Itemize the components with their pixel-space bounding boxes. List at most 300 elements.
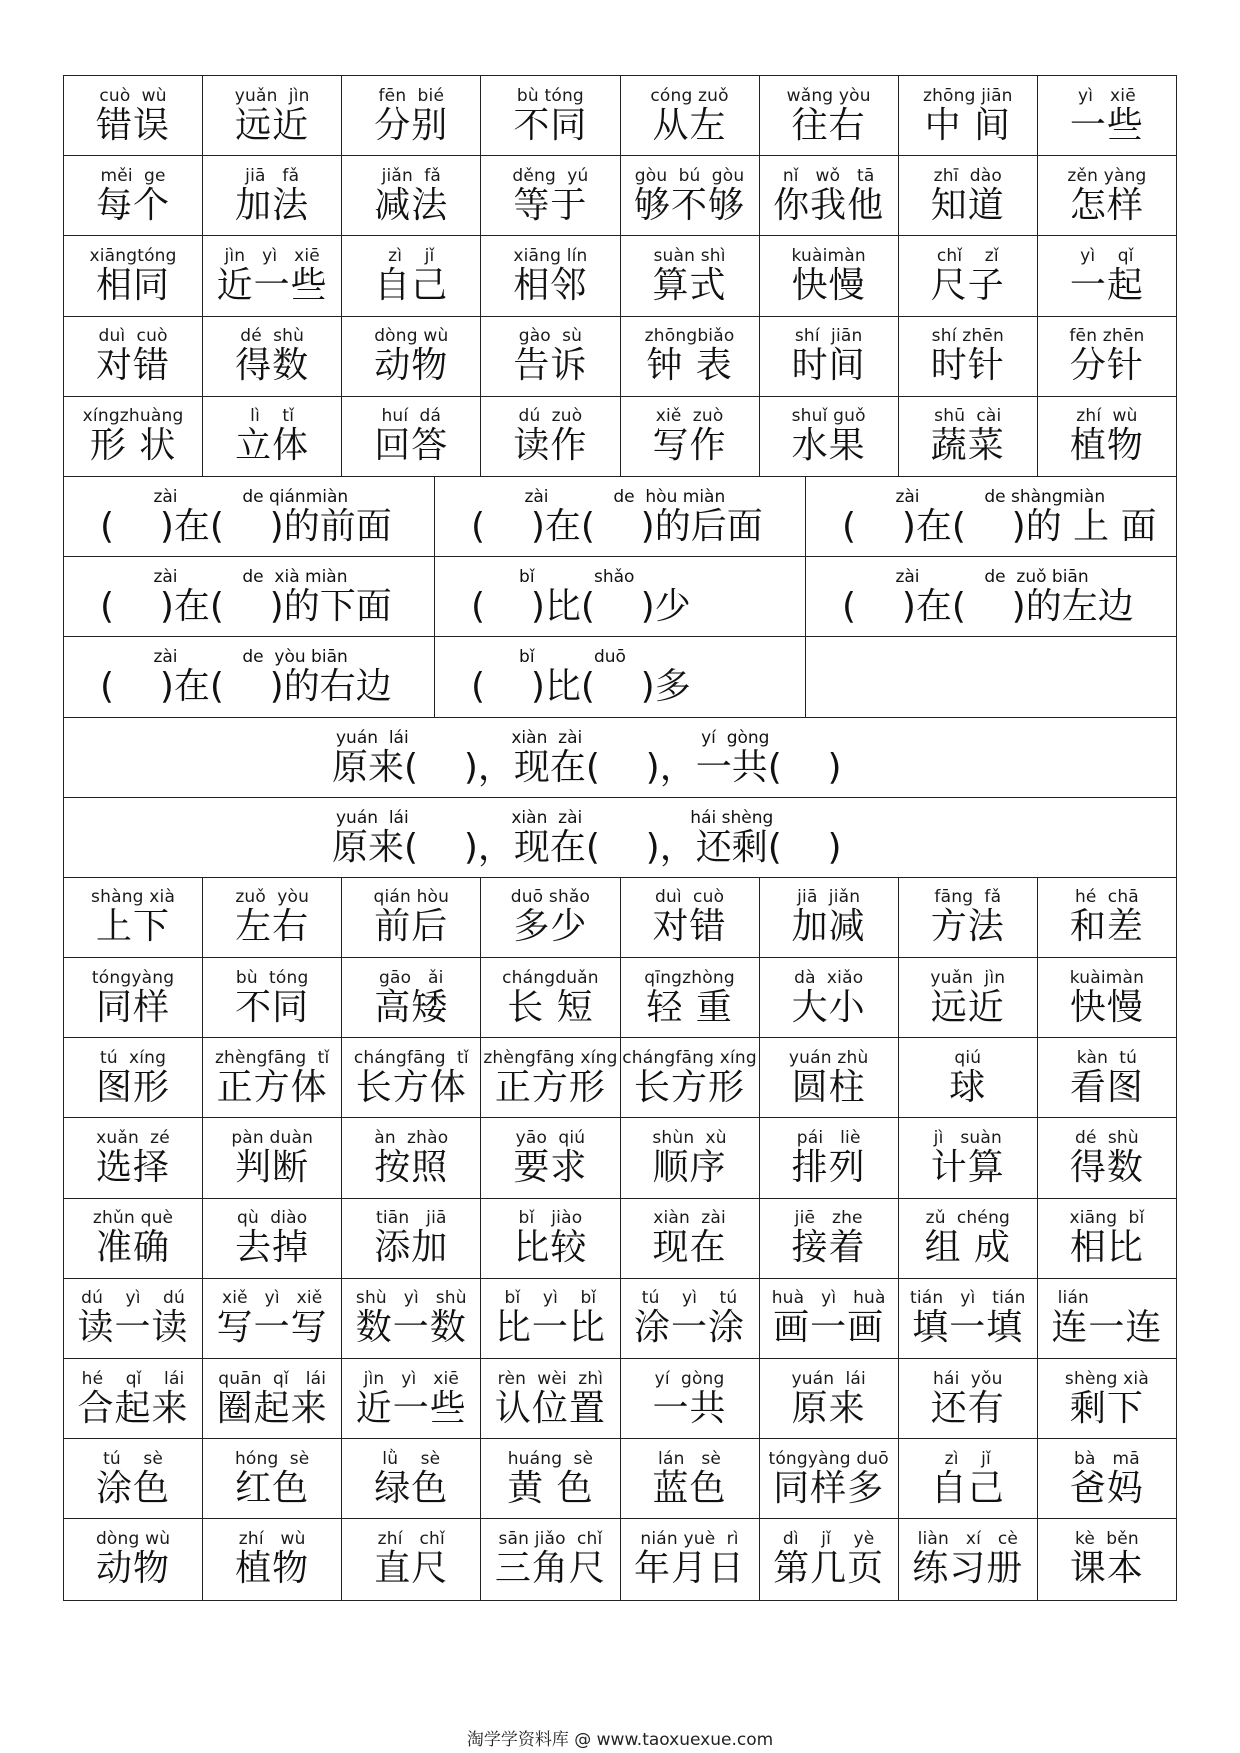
hanzi: 分针 (1069, 345, 1144, 387)
hanzi: 直尺 (374, 1548, 449, 1590)
hanzi: 要求 (513, 1147, 588, 1189)
pinyin: jiā fǎ (245, 165, 300, 186)
word-cell (342, 236, 481, 315)
word-cell (621, 1038, 760, 1117)
pinyin: bà mā (1074, 1448, 1140, 1469)
pinyin: tú yì tú (641, 1288, 738, 1309)
word-cell (481, 1439, 620, 1518)
word-cell (481, 958, 620, 1037)
hanzi: 怎样 (1069, 184, 1144, 226)
hanzi: 钟 表 (646, 345, 733, 387)
hanzi: 时间 (791, 345, 866, 387)
pinyin: duō shǎo (510, 887, 591, 908)
word-cell (760, 1359, 899, 1438)
word-cell (760, 317, 899, 396)
hanzi: 图形 (96, 1066, 171, 1108)
pinyin: suàn shì (653, 245, 726, 266)
word-cell (621, 1199, 760, 1278)
sentence-pinyin: zài de qiánmiàn (94, 486, 349, 507)
pinyin: xiě yì xiě (221, 1288, 323, 1309)
hanzi: 连一连 (1051, 1307, 1163, 1349)
hanzi: 添加 (374, 1227, 449, 1269)
sentence-cell (64, 637, 435, 716)
word-cell (899, 878, 1038, 957)
hanzi: 蓝色 (652, 1467, 727, 1509)
word-cell (760, 156, 899, 235)
pinyin: zhōngbiǎo (644, 326, 735, 347)
word-cell (1038, 1038, 1176, 1117)
hanzi: 前后 (374, 906, 449, 948)
sentence-hanzi: 原来( )，现在( )，一共( ) (332, 746, 842, 788)
hanzi: 还有 (930, 1387, 1005, 1429)
pinyin: jiā jiǎn (797, 887, 861, 908)
word-cell (899, 156, 1038, 235)
hanzi: 轻 重 (646, 986, 733, 1028)
hanzi: 一起 (1069, 264, 1144, 306)
hanzi: 植物 (1069, 425, 1144, 467)
word-cell (1038, 1118, 1176, 1197)
word-cell (342, 76, 481, 155)
hanzi: 课本 (1069, 1548, 1144, 1590)
word-cell (899, 76, 1038, 155)
word-cell (203, 76, 342, 155)
pinyin: kuàimàn (1069, 967, 1145, 988)
word-row (64, 1199, 1176, 1279)
hanzi: 近一些 (216, 264, 328, 306)
hanzi: 黄 色 (507, 1467, 594, 1509)
hanzi: 看图 (1069, 1066, 1144, 1108)
pinyin: měi ge (100, 165, 166, 186)
word-cell (342, 1519, 481, 1599)
pinyin: chángfāng tǐ (353, 1047, 469, 1068)
hanzi: 时针 (930, 345, 1005, 387)
word-cell (203, 317, 342, 396)
hanzi: 相同 (96, 264, 171, 306)
sentence-pinyin: zài de zuǒ biān (836, 567, 1089, 588)
word-cell (1038, 317, 1176, 396)
pinyin: dòng wù (374, 326, 449, 347)
hanzi: 相比 (1069, 1227, 1144, 1269)
hanzi: 往右 (791, 104, 866, 146)
word-cell (64, 1519, 203, 1599)
hanzi: 红色 (235, 1467, 310, 1509)
pinyin: xiàn zài (653, 1208, 726, 1229)
word-row (64, 958, 1176, 1038)
word-cell (64, 1359, 203, 1438)
sentence-hanzi: ( )比( )少 (471, 586, 691, 628)
word-row (64, 397, 1176, 477)
sentence-hanzi: 原来( )，现在( )，还剩( ) (332, 826, 842, 868)
pinyin: pàn duàn (231, 1128, 314, 1149)
word-row (64, 317, 1176, 397)
pinyin: rèn wèi zhì (497, 1368, 604, 1389)
pinyin: zhí wù (1076, 406, 1138, 427)
word-cell (899, 958, 1038, 1037)
sentence-cell (64, 477, 435, 556)
word-cell (760, 397, 899, 476)
hanzi: 爸妈 (1069, 1467, 1144, 1509)
sentence-pinyin: yuán lái xiàn zài yí gòng (336, 727, 770, 748)
pinyin: wǎng yòu (786, 85, 871, 106)
word-cell (481, 1038, 620, 1117)
pinyin: fēn zhēn (1069, 326, 1145, 347)
word-row (64, 1439, 1176, 1519)
word-cell (64, 1038, 203, 1117)
sentence-cell (64, 557, 435, 636)
hanzi: 从左 (652, 104, 727, 146)
pinyin: jiē zhe (794, 1208, 863, 1229)
pinyin: zǔ chéng (925, 1208, 1011, 1229)
word-cell (1038, 1279, 1176, 1358)
hanzi: 第几页 (773, 1548, 885, 1590)
word-row (64, 1519, 1176, 1599)
pinyin: fēn bié (378, 85, 445, 106)
sentence-pinyin: bǐ shǎo (465, 567, 635, 588)
hanzi: 三角尺 (494, 1548, 606, 1590)
word-cell (1038, 236, 1176, 315)
word-cell (899, 1118, 1038, 1197)
pinyin: shū cài (934, 406, 1002, 427)
sentence-hanzi: ( )在( )的前面 (100, 505, 392, 547)
pinyin: zhī dào (933, 165, 1003, 186)
pinyin: kuàimàn (791, 245, 866, 266)
word-cell (621, 1359, 760, 1438)
pinyin: cuò wù (99, 85, 167, 106)
hanzi: 加法 (235, 184, 310, 226)
hanzi: 原来 (791, 1387, 866, 1429)
word-cell (342, 397, 481, 476)
pinyin: gòu bú gòu (634, 165, 745, 186)
word-cell (342, 878, 481, 957)
word-row (64, 1118, 1176, 1198)
hanzi: 组 成 (924, 1227, 1012, 1269)
sentence-hanzi: ( )比( )多 (471, 666, 691, 708)
pinyin: bù tóng (235, 967, 309, 988)
hanzi: 长 短 (507, 986, 594, 1028)
sentence-cell (806, 477, 1176, 556)
pinyin: zhèngfāng xíng (483, 1047, 618, 1068)
hanzi: 正方体 (216, 1066, 328, 1108)
word-cell (899, 236, 1038, 315)
sentence-hanzi: ( )在( )的后面 (471, 505, 763, 547)
hanzi: 不同 (235, 986, 310, 1028)
hanzi: 正方形 (494, 1066, 606, 1108)
pinyin: dú yì dú (81, 1288, 186, 1309)
word-cell (1038, 1359, 1176, 1438)
hanzi: 读一读 (77, 1307, 189, 1349)
word-cell (760, 236, 899, 315)
pinyin: xiě zuò (655, 406, 724, 427)
word-cell (481, 1118, 620, 1197)
hanzi: 减法 (374, 184, 449, 226)
sentence-cell (435, 557, 806, 636)
hanzi: 远近 (235, 104, 310, 146)
word-row (64, 1279, 1176, 1359)
pinyin: tóngyàng (91, 967, 175, 988)
word-cell (899, 1439, 1038, 1518)
pinyin: nián yuè rì (640, 1529, 739, 1550)
vocabulary-table (63, 75, 1177, 1601)
word-cell (64, 1118, 203, 1197)
hanzi: 剩下 (1069, 1387, 1144, 1429)
pinyin: àn zhào (374, 1128, 449, 1149)
word-cell (760, 1439, 899, 1518)
word-cell (481, 1519, 620, 1599)
hanzi: 排列 (791, 1147, 866, 1189)
word-cell (1038, 76, 1176, 155)
pinyin: fāng fǎ (934, 887, 1002, 908)
pinyin: tóngyàng duō (768, 1448, 889, 1469)
hanzi: 长方体 (355, 1066, 467, 1108)
hanzi: 上下 (96, 906, 171, 948)
pinyin: zhí wù (238, 1529, 306, 1550)
sentence-cell-wide (64, 798, 1176, 877)
pinyin: qù diào (237, 1208, 308, 1229)
hanzi: 得数 (1069, 1147, 1144, 1189)
word-cell (760, 958, 899, 1037)
pinyin: dà xiǎo (794, 967, 864, 988)
hanzi: 认位置 (494, 1387, 606, 1429)
hanzi: 圈起来 (216, 1387, 328, 1429)
word-cell (481, 317, 620, 396)
sentence-pinyin: zài de shàngmiàn (836, 486, 1106, 507)
word-cell (1038, 878, 1176, 957)
hanzi: 相邻 (513, 264, 588, 306)
hanzi: 多少 (513, 906, 588, 948)
pinyin: qiú (954, 1047, 982, 1068)
pinyin: shí jiān (794, 326, 863, 347)
hanzi: 动物 (374, 345, 449, 387)
word-cell (342, 1038, 481, 1117)
word-cell (899, 397, 1038, 476)
pinyin: jiǎn fǎ (381, 165, 442, 186)
pinyin: hái yǒu (933, 1368, 1003, 1389)
sentence-hanzi: ( )在( )的右边 (100, 666, 392, 708)
hanzi: 中 间 (924, 104, 1012, 146)
hanzi: 快慢 (791, 264, 866, 306)
pinyin: tián yì tián (910, 1288, 1026, 1309)
hanzi: 球 (949, 1066, 987, 1108)
sentence-row-wide (64, 798, 1176, 878)
word-cell (899, 317, 1038, 396)
word-cell (342, 1199, 481, 1278)
pinyin: hé qǐ lái (81, 1368, 185, 1389)
hanzi: 立体 (235, 425, 310, 467)
hanzi: 告诉 (513, 345, 588, 387)
word-cell (899, 1519, 1038, 1599)
word-cell (203, 156, 342, 235)
sentence-hanzi: ( )在( )的 上 面 (842, 505, 1157, 547)
word-cell (203, 1519, 342, 1599)
word-cell (342, 1439, 481, 1518)
word-cell (481, 1279, 620, 1358)
pinyin: shùn xù (652, 1128, 727, 1149)
pinyin: yuán lái (791, 1368, 866, 1389)
hanzi: 长方形 (634, 1066, 746, 1108)
word-cell (342, 1359, 481, 1438)
word-cell (760, 878, 899, 957)
word-cell (203, 236, 342, 315)
pinyin: cóng zuǒ (650, 85, 729, 106)
pinyin: xiāng bǐ (1069, 1208, 1145, 1229)
sentence-cell (435, 637, 806, 716)
word-row (64, 156, 1176, 236)
word-cell (760, 76, 899, 155)
sentence-hanzi: ( )在( )的左边 (842, 586, 1134, 628)
hanzi: 不同 (513, 104, 588, 146)
word-cell (760, 1519, 899, 1599)
word-cell (64, 397, 203, 476)
pinyin: zì jǐ (388, 245, 435, 266)
word-cell (899, 1199, 1038, 1278)
word-cell (64, 156, 203, 235)
pinyin: zhōng jiān (922, 85, 1013, 106)
pinyin: tú sè (103, 1448, 164, 1469)
word-cell (64, 76, 203, 155)
word-cell (481, 397, 620, 476)
hanzi: 近一些 (355, 1387, 467, 1429)
pinyin: chǐ zǐ (936, 245, 999, 266)
hanzi: 自己 (930, 1467, 1005, 1509)
pinyin: lì tǐ (250, 406, 295, 427)
pinyin: kè běn (1074, 1529, 1139, 1550)
hanzi: 按照 (374, 1147, 449, 1189)
hanzi: 判断 (235, 1147, 310, 1189)
sentence-pinyin: zài de xià miàn (94, 567, 348, 588)
word-cell (899, 1359, 1038, 1438)
word-cell (203, 1038, 342, 1117)
hanzi: 读作 (513, 425, 588, 467)
sentence-pinyin: zài de yòu biān (94, 647, 348, 668)
pinyin: qián hòu (373, 887, 450, 908)
word-cell (899, 1038, 1038, 1117)
hanzi: 准确 (96, 1227, 171, 1269)
hanzi: 算式 (652, 264, 727, 306)
pinyin: jì suàn (933, 1128, 1002, 1149)
word-cell (1038, 958, 1176, 1037)
pinyin: dì jǐ yè (782, 1529, 875, 1550)
sentence-pinyin: yuán lái xiàn zài hái shèng (336, 807, 774, 828)
hanzi: 圆柱 (791, 1066, 866, 1108)
hanzi: 左右 (235, 906, 310, 948)
hanzi: 填一填 (912, 1307, 1024, 1349)
pinyin: chángduǎn (502, 967, 599, 988)
hanzi: 一些 (1069, 104, 1144, 146)
word-cell (621, 236, 760, 315)
pinyin: tú xíng (99, 1047, 167, 1068)
pinyin: shù yì shù (355, 1288, 467, 1309)
hanzi: 涂一涂 (634, 1307, 746, 1349)
hanzi: 大小 (791, 986, 866, 1028)
hanzi: 知道 (930, 184, 1005, 226)
word-cell (621, 1279, 760, 1358)
pinyin: xiāng lín (513, 245, 588, 266)
hanzi: 回答 (374, 425, 449, 467)
hanzi: 你我他 (773, 184, 885, 226)
footer-watermark: 淘学学资料库 @ www.taoxuexue.com (466, 1730, 774, 1750)
pinyin: xiāngtóng (89, 245, 177, 266)
word-cell (621, 397, 760, 476)
pinyin: xíngzhuàng (82, 406, 184, 427)
pinyin: yì qǐ (1080, 245, 1134, 266)
pinyin: tiān jiā (375, 1208, 447, 1229)
hanzi: 数一数 (355, 1307, 467, 1349)
hanzi: 一共 (652, 1387, 727, 1429)
pinyin: dé shù (240, 326, 305, 347)
word-cell (899, 1279, 1038, 1358)
word-cell (481, 156, 620, 235)
word-cell (621, 156, 760, 235)
word-cell (342, 317, 481, 396)
word-cell (621, 878, 760, 957)
pinyin: duì cuò (98, 326, 168, 347)
pinyin: hóng sè (234, 1448, 310, 1469)
word-cell (64, 1439, 203, 1518)
pinyin: bù tóng (516, 85, 584, 106)
pinyin: duì cuò (654, 887, 725, 908)
word-cell (481, 1359, 620, 1438)
hanzi: 得数 (235, 345, 310, 387)
pinyin: huí dá (381, 406, 442, 427)
word-cell (203, 1279, 342, 1358)
word-cell (64, 958, 203, 1037)
hanzi: 错误 (96, 104, 171, 146)
sentence-row (64, 477, 1176, 557)
pinyin: nǐ wǒ tā (782, 165, 875, 186)
word-cell (64, 317, 203, 396)
pinyin: zěn yàng (1067, 165, 1147, 186)
hanzi: 自己 (374, 264, 449, 306)
pinyin: chángfāng xíng (622, 1047, 757, 1068)
word-row (64, 878, 1176, 958)
hanzi: 每个 (96, 184, 171, 226)
pinyin: zì jǐ (944, 1448, 991, 1469)
pinyin: pái liè (796, 1128, 861, 1149)
word-cell (1038, 156, 1176, 235)
pinyin: yí gòng (654, 1368, 725, 1389)
word-cell (64, 1279, 203, 1358)
word-cell (760, 1118, 899, 1197)
hanzi: 对错 (96, 345, 171, 387)
word-cell (1038, 397, 1176, 476)
pinyin: zhèngfāng tǐ (214, 1047, 330, 1068)
hanzi: 高矮 (374, 986, 449, 1028)
hanzi: 分别 (374, 104, 449, 146)
word-cell (342, 156, 481, 235)
word-cell (203, 1439, 342, 1518)
pinyin: yāo qiú (515, 1128, 586, 1149)
word-cell (1038, 1199, 1176, 1278)
hanzi: 快慢 (1069, 986, 1144, 1028)
word-cell (342, 958, 481, 1037)
sentence-cell (435, 477, 806, 556)
hanzi: 年月日 (634, 1548, 746, 1590)
word-cell (481, 236, 620, 315)
pinyin: lǜ sè (382, 1448, 441, 1469)
word-cell (203, 1118, 342, 1197)
sentence-cell (806, 637, 1176, 716)
word-cell (621, 317, 760, 396)
pinyin: bǐ jiào (518, 1208, 583, 1229)
word-cell (1038, 1439, 1176, 1518)
pinyin: shí zhēn (931, 326, 1004, 347)
pinyin: yuǎn jìn (930, 967, 1006, 988)
hanzi: 远近 (930, 986, 1005, 1028)
sentence-row (64, 637, 1176, 717)
hanzi: 方法 (930, 906, 1005, 948)
pinyin: huà yì huà (771, 1288, 886, 1309)
hanzi: 尺子 (930, 264, 1005, 306)
